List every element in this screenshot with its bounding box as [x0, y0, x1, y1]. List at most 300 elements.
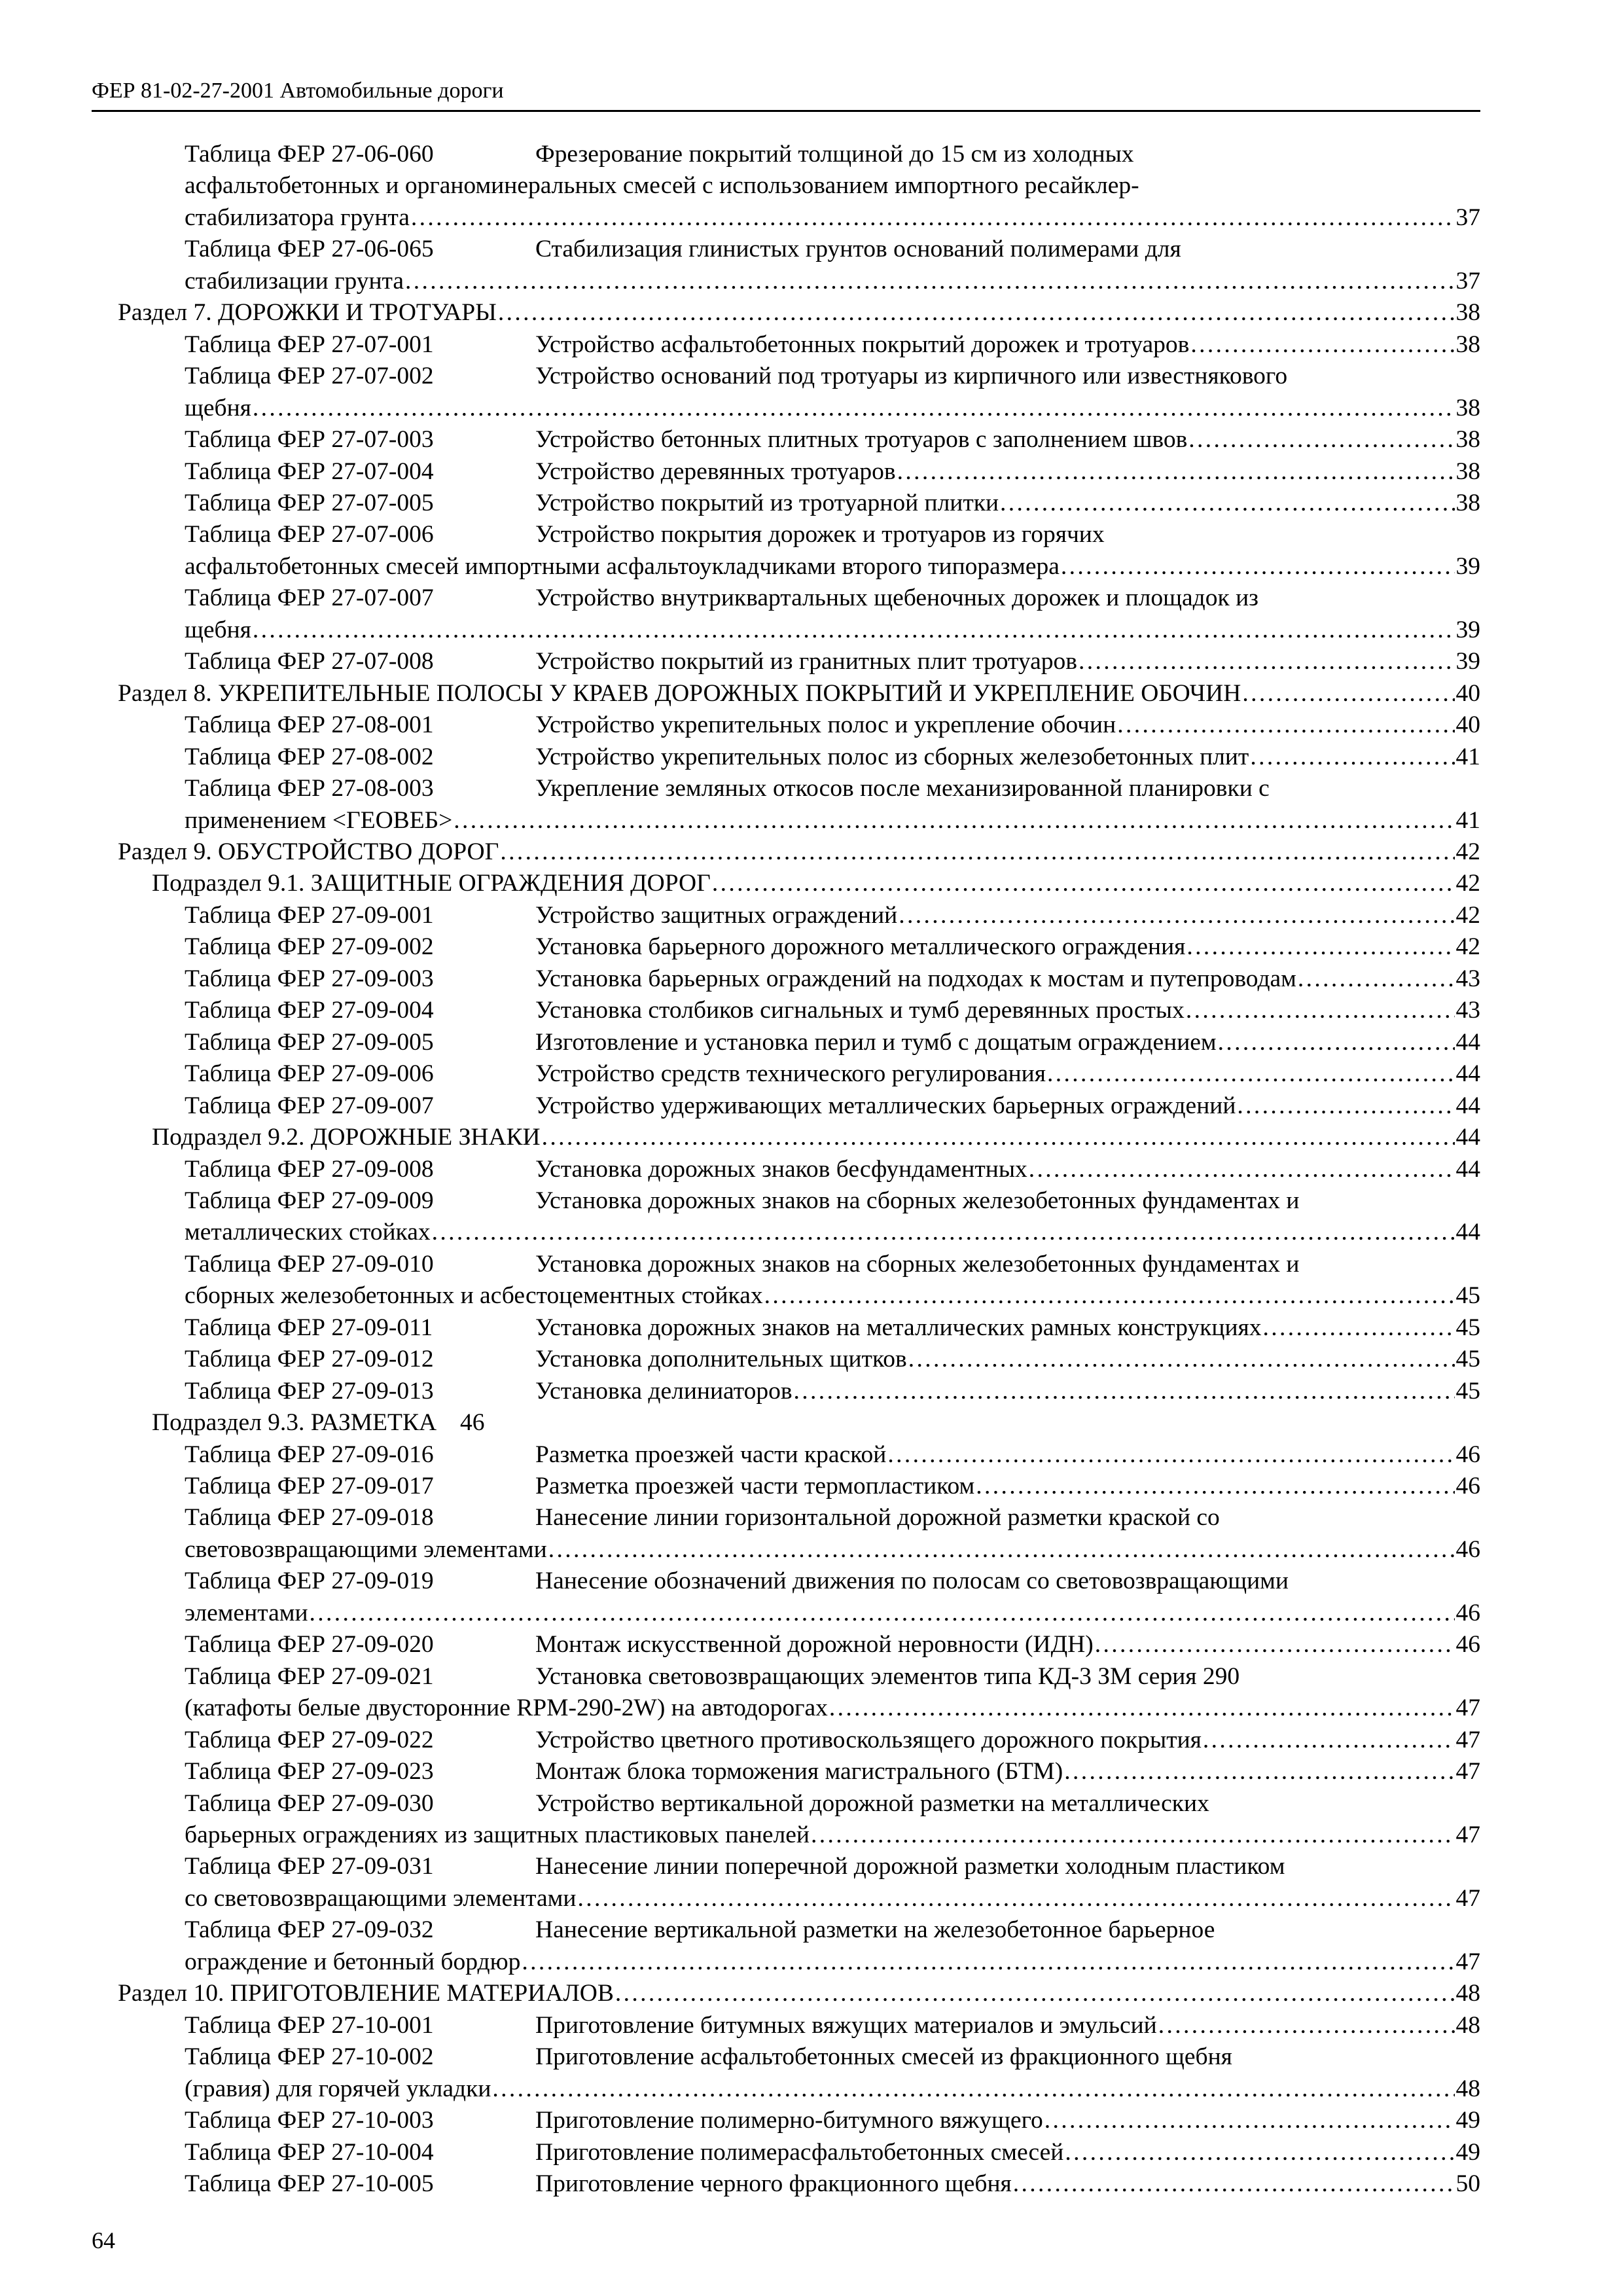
- dot-leader: [522, 1946, 1454, 1978]
- page-ref: 39: [1455, 616, 1480, 643]
- page-ref: 46: [1455, 1631, 1480, 1659]
- dot-leader: [1029, 1154, 1455, 1185]
- toc-entry[interactable]: [118, 868, 1480, 899]
- page-ref: 40: [1455, 711, 1480, 739]
- toc-entry-line: [118, 1851, 1480, 1882]
- dot-leader: [1218, 1027, 1455, 1058]
- toc-entry-line: [118, 1312, 1480, 1344]
- dot-leader: [897, 456, 1455, 488]
- toc-entry[interactable]: [118, 931, 1480, 963]
- toc-entry-line: [118, 361, 1480, 392]
- page-ref: 38: [1455, 331, 1480, 358]
- dot-leader: [976, 1471, 1454, 1502]
- page-ref: 47: [1455, 1695, 1480, 1722]
- dot-leader: [1000, 488, 1454, 519]
- toc-entry-line: [118, 519, 1480, 550]
- entry-title: Укрепление земляных откосов после механизированной планировки с: [535, 775, 1270, 802]
- toc-entry-line: [118, 678, 1480, 709]
- entry-title: Разметка проезжей части краской: [535, 1441, 887, 1468]
- toc-entry-continuation: [118, 1217, 1480, 1248]
- toc-entry[interactable]: [118, 742, 1480, 773]
- page-ref: 38: [1455, 394, 1480, 422]
- toc-entry[interactable]: [118, 1344, 1480, 1375]
- page-ref: 46: [1455, 1441, 1480, 1468]
- page-ref: 40: [1455, 679, 1480, 707]
- dot-leader: [887, 1439, 1454, 1471]
- dot-leader: [1064, 1756, 1454, 1787]
- page-ref: 44: [1455, 1155, 1480, 1183]
- toc-entry[interactable]: [118, 1914, 1480, 1978]
- table-code: Таблица ФЕР 27-09-001: [185, 901, 434, 929]
- toc-entry[interactable]: [118, 1725, 1480, 1756]
- entry-title: Устройство покрытий из гранитных плит тротуаров: [535, 648, 1078, 675]
- toc-entry[interactable]: [118, 1027, 1480, 1058]
- entry-title: стабилизатора грунта: [185, 204, 410, 231]
- page-number: 64: [92, 2227, 115, 2253]
- entry-title: Установка барьерных ограждений на подходах к мостам и путепроводам: [535, 965, 1296, 992]
- toc-entry[interactable]: [118, 234, 1480, 297]
- toc-entry-line: [118, 742, 1480, 773]
- dot-leader: [1044, 2105, 1455, 2136]
- toc-entry-line: [118, 931, 1480, 963]
- entry-title: со световозвращающими элементами: [185, 1884, 577, 1912]
- toc-entry-line: [118, 2105, 1480, 2136]
- toc-entry-line: [118, 963, 1480, 995]
- page-ref: 45: [1455, 1346, 1480, 1373]
- toc-entry[interactable]: [118, 1978, 1480, 2009]
- toc-entry[interactable]: [118, 836, 1480, 868]
- table-code: Таблица ФЕР 27-09-013: [185, 1377, 434, 1405]
- entry-title: щебня: [185, 616, 251, 643]
- page-ref: 46: [460, 1409, 485, 1437]
- table-code: Таблица ФЕР 27-09-005: [185, 1028, 434, 1056]
- page-ref: 49: [1455, 2138, 1480, 2166]
- table-code: Таблица ФЕР 27-10-005: [185, 2170, 434, 2197]
- table-code: Таблица ФЕР 27-09-008: [185, 1155, 434, 1183]
- dot-leader: [1203, 1725, 1455, 1756]
- dot-leader: [712, 868, 1455, 899]
- toc-entry-line: [118, 1122, 1480, 1153]
- toc-entry[interactable]: [118, 1566, 1480, 1629]
- toc-entry-continuation: [118, 2073, 1480, 2105]
- table-code: Таблица ФЕР 27-09-031: [185, 1853, 434, 1880]
- toc-entry[interactable]: [118, 1661, 1480, 1725]
- entry-title: Стабилизация глинистых грунтов оснований полимерами для: [535, 236, 1181, 263]
- entry-title: Установка дорожных знаков на сборных железобетонных фундаментах и: [535, 1250, 1300, 1278]
- toc-entry[interactable]: [118, 678, 1480, 709]
- toc-entry-line: [118, 1027, 1480, 1058]
- entry-title: Устройство асфальтобетонных покрытий дорожек и тротуаров: [535, 331, 1190, 358]
- page-ref: 38: [1455, 489, 1480, 516]
- dot-leader: [1298, 963, 1455, 995]
- toc-entry-line: [118, 1471, 1480, 1502]
- entry-title: Установка дорожных знаков на металлических рамных конструкциях: [535, 1314, 1262, 1341]
- toc-entry-line: [118, 1756, 1480, 1787]
- table-code: Таблица ФЕР 27-07-002: [185, 363, 434, 390]
- toc-entry[interactable]: [118, 2137, 1480, 2168]
- entry-title: Нанесение линии поперечной дорожной разметки холодным пластиком: [535, 1853, 1285, 1880]
- page-ref: 46: [1455, 1473, 1480, 1500]
- toc-entry-line: [118, 773, 1480, 804]
- table-code: Таблица ФЕР 27-08-001: [185, 711, 434, 739]
- toc-entry[interactable]: [118, 488, 1480, 519]
- entry-title: ограждение и бетонный бордюр: [185, 1948, 521, 1975]
- toc-entry[interactable]: [118, 709, 1480, 741]
- table-code: Таблица ФЕР 27-09-010: [185, 1250, 434, 1278]
- page-ref: 38: [1455, 299, 1480, 327]
- dot-leader: [253, 393, 1455, 424]
- toc-entry-line: [118, 424, 1480, 456]
- dot-leader: [1158, 2010, 1455, 2041]
- entry-title: Приготовление полимерно-битумного вяжущего: [535, 2107, 1043, 2134]
- table-code: Таблица ФЕР 27-07-006: [185, 521, 434, 548]
- dot-leader: [500, 836, 1454, 868]
- dot-leader: [1237, 1090, 1454, 1122]
- dot-leader: [908, 1344, 1455, 1375]
- entry-title: Изготовление и установка перил и тумб с дощатым ограждением: [535, 1028, 1217, 1056]
- toc-entry[interactable]: [118, 773, 1480, 836]
- table-of-contents: [118, 139, 1480, 2200]
- page-ref: 37: [1455, 204, 1480, 231]
- dot-leader: [1263, 1312, 1455, 1344]
- toc-entry[interactable]: [118, 1312, 1480, 1344]
- toc-entry-continuation: [118, 393, 1480, 424]
- entry-title: Нанесение линии горизонтальной дорожной разметки краской со: [535, 1504, 1220, 1532]
- dot-leader: [253, 615, 1455, 646]
- toc-entry-continuation: [118, 615, 1480, 646]
- table-code: Таблица ФЕР 27-09-002: [185, 933, 434, 961]
- toc-entry[interactable]: [118, 456, 1480, 488]
- toc-entry-line: [118, 1185, 1480, 1217]
- table-code: Таблица ФЕР 27-09-018: [185, 1504, 434, 1532]
- dot-leader: [432, 1217, 1455, 1248]
- toc-entry[interactable]: [118, 583, 1480, 646]
- entry-title: Установка делиниаторов: [535, 1377, 793, 1405]
- page-ref: 37: [1455, 267, 1480, 295]
- page-ref: 47: [1455, 1948, 1480, 1975]
- toc-entry-line: [118, 1407, 1480, 1439]
- entry-title: Устройство удерживающих металлических барьерных ограждений: [535, 1092, 1236, 1119]
- toc-entry-continuation: [118, 1820, 1480, 1851]
- dot-leader: [1250, 742, 1454, 773]
- entry-title: Устройство укрепительных полос и укрепление обочин: [535, 711, 1116, 739]
- entry-title: Раздел 9. ОБУСТРОЙСТВО ДОРОГ: [118, 838, 499, 865]
- toc-entry[interactable]: [118, 2010, 1480, 2041]
- toc-entry-line: [118, 2137, 1480, 2168]
- page-ref: 49: [1455, 2107, 1480, 2134]
- toc-entry[interactable]: [118, 1185, 1480, 1249]
- table-code: Таблица ФЕР 27-09-030: [185, 1789, 434, 1817]
- table-code: Таблица ФЕР 27-10-004: [185, 2138, 434, 2166]
- page-ref: 41: [1455, 743, 1480, 770]
- page-ref: 47: [1455, 1726, 1480, 1753]
- dot-leader: [405, 266, 1454, 297]
- entry-title: Установка световозвращающих элементов типа КД-3 ЗМ серия 290: [535, 1662, 1240, 1690]
- entry-title: Установка дорожных знаков на сборных железобетонных фундаментах и: [535, 1187, 1300, 1214]
- toc-entry-line: [118, 1439, 1480, 1471]
- table-code: Таблица ФЕР 27-09-017: [185, 1473, 434, 1500]
- toc-entry-line: [118, 234, 1480, 265]
- entry-title: Раздел 8. УКРЕПИТЕЛЬНЫЕ ПОЛОСЫ У КРАЕВ ДОРОЖНЫХ ПОКРЫТИЙ И УКРЕПЛЕНИЕ ОБОЧИН: [118, 679, 1241, 707]
- dot-leader: [794, 1376, 1455, 1407]
- toc-entry-line: [118, 1725, 1480, 1756]
- toc-entry-continuation: [118, 1534, 1480, 1566]
- dot-leader: [764, 1280, 1455, 1312]
- toc-entry-line: [118, 1058, 1480, 1090]
- page-ref: 43: [1455, 965, 1480, 992]
- page-ref: 38: [1455, 426, 1480, 454]
- table-code: Таблица ФЕР 27-07-005: [185, 489, 434, 516]
- table-code: Таблица ФЕР 27-10-003: [185, 2107, 434, 2134]
- toc-entry-line: [118, 1629, 1480, 1660]
- entry-title: Установка барьерного дорожного металлического ограждения: [535, 933, 1186, 961]
- entry-title: Устройство деревянных тротуаров: [535, 457, 896, 485]
- dot-leader: [829, 1693, 1455, 1724]
- toc-entry-line: [118, 2010, 1480, 2041]
- page-ref: 50: [1455, 2170, 1480, 2197]
- entry-title: Установка столбиков сигнальных и тумб деревянных простых: [535, 997, 1185, 1024]
- table-code: Таблица ФЕР 27-09-032: [185, 1916, 434, 1944]
- table-code: Таблица ФЕР 27-07-004: [185, 457, 434, 485]
- toc-entry-line: [118, 2168, 1480, 2200]
- table-code: Таблица ФЕР 27-06-065: [185, 236, 434, 263]
- page-ref: 46: [1455, 1535, 1480, 1563]
- toc-entry-line: [118, 2041, 1480, 2073]
- dot-leader: [1190, 329, 1454, 361]
- toc-entry-continuation: [118, 1598, 1480, 1629]
- dot-leader: [454, 805, 1454, 836]
- dot-leader: [899, 900, 1454, 931]
- page-ref: 44: [1455, 1060, 1480, 1088]
- table-code: Таблица ФЕР 27-09-019: [185, 1568, 434, 1595]
- entry-title: (гравия) для горячей укладки: [185, 2075, 491, 2102]
- dot-leader: [1242, 678, 1454, 709]
- toc-entry[interactable]: [118, 424, 1480, 456]
- toc-entry-line: [118, 583, 1480, 614]
- entry-title: Устройство средств технического регулирования: [535, 1060, 1046, 1088]
- toc-entry-line: [118, 1090, 1480, 1122]
- toc-entry[interactable]: [118, 1249, 1480, 1312]
- toc-entry[interactable]: [118, 361, 1480, 424]
- page-ref: 48: [1455, 2075, 1480, 2102]
- entry-title: Устройство вертикальной дорожной разметки на металлических: [535, 1789, 1209, 1817]
- toc-entry-line: [118, 836, 1480, 868]
- toc-entry[interactable]: [118, 519, 1480, 583]
- toc-entry-continuation: [118, 266, 1480, 297]
- toc-entry-continuation: [118, 805, 1480, 836]
- table-code: Таблица ФЕР 27-09-009: [185, 1187, 434, 1214]
- running-header: [92, 73, 1480, 112]
- page-ref: 48: [1455, 1980, 1480, 2007]
- entry-title: Фрезерование покрытий толщиной до 15 см из холодных: [535, 141, 1134, 168]
- page-ref: 38: [1455, 457, 1480, 485]
- dot-leader: [577, 1883, 1454, 1914]
- table-code: Таблица ФЕР 27-09-006: [185, 1060, 434, 1088]
- toc-entry[interactable]: [118, 646, 1480, 677]
- table-code: Таблица ФЕР 27-08-003: [185, 775, 434, 802]
- entry-title: асфальтобетонных смесей импортными асфальтоукладчиками второго типоразмера: [185, 552, 1060, 580]
- toc-entry[interactable]: [118, 1407, 1480, 1439]
- page-ref: 43: [1455, 997, 1480, 1024]
- dot-leader: [1186, 995, 1455, 1026]
- entry-title: Нанесение вертикальной разметки на железобетонное барьерное: [535, 1916, 1215, 1944]
- dot-leader: [548, 1534, 1455, 1566]
- toc-entry[interactable]: [118, 900, 1480, 931]
- toc-entry[interactable]: [118, 2105, 1480, 2136]
- entry-title: щебня: [185, 394, 251, 422]
- toc-entry[interactable]: [118, 1058, 1480, 1090]
- page-ref: 48: [1455, 2011, 1480, 2039]
- toc-entry[interactable]: [118, 1122, 1480, 1153]
- entry-title: металлических стойках: [185, 1219, 431, 1246]
- entry-title: Устройство внутриквартальных щебеночных дорожек и площадок из: [535, 584, 1258, 612]
- dot-leader: [492, 2073, 1454, 2105]
- entry-title: Установка дополнительных щитков: [535, 1346, 907, 1373]
- toc-entry-line: [118, 1978, 1480, 2009]
- entry-title: Приготовление полимерасфальтобетонных смесей: [535, 2138, 1064, 2166]
- dot-leader: [1095, 1629, 1455, 1660]
- entry-title: Раздел 7. ДОРОЖКИ И ТРОТУАРЫ: [118, 299, 497, 327]
- toc-entry-line: [118, 1154, 1480, 1185]
- header-title: ФЕР 81-02-27-2001 Автомобильные дороги: [92, 79, 504, 103]
- toc-entry-line: [118, 1249, 1480, 1280]
- dot-leader: [310, 1598, 1455, 1629]
- toc-entry[interactable]: [118, 1439, 1480, 1471]
- toc-entry-line: [118, 139, 1480, 170]
- page-ref: 45: [1455, 1282, 1480, 1310]
- toc-entry[interactable]: [118, 1154, 1480, 1185]
- toc-entry-continuation: [118, 1693, 1480, 1724]
- toc-entry-line: [118, 1661, 1480, 1693]
- page-ref: 45: [1455, 1377, 1480, 1405]
- page-ref: 39: [1455, 648, 1480, 675]
- entry-title: элементами: [185, 1599, 308, 1626]
- dot-leader: [1047, 1058, 1455, 1090]
- entry-title: Раздел 10. ПРИГОТОВЛЕНИЕ МАТЕРИАЛОВ: [118, 1980, 614, 2007]
- toc-entry-line: [118, 329, 1480, 361]
- toc-entry-line: [118, 1376, 1480, 1407]
- toc-entry-line: [118, 488, 1480, 519]
- dot-leader: [411, 202, 1455, 234]
- toc-entry[interactable]: [118, 297, 1480, 329]
- dot-leader: [1188, 424, 1454, 456]
- entry-title: Устройство цветного противоскользящего дорожного покрытия: [535, 1726, 1202, 1753]
- toc-entry[interactable]: [118, 963, 1480, 995]
- toc-entry-line: [118, 456, 1480, 488]
- entry-title: Подраздел 9.3. РАЗМЕТКА: [152, 1409, 437, 1437]
- toc-entry-line: [118, 297, 1480, 329]
- entry-title: (катафоты белые двусторонние RPM-290-2W) на автодорогах: [185, 1695, 828, 1722]
- table-code: Таблица ФЕР 27-09-003: [185, 965, 434, 992]
- table-code: Таблица ФЕР 27-09-021: [185, 1662, 434, 1690]
- entry-title: применением <ГЕОВЕБ>: [185, 806, 453, 834]
- toc-entry-line: [118, 900, 1480, 931]
- entry-title: барьерных ограждениях из защитных пластиковых панелей: [185, 1821, 810, 1849]
- dot-leader: [615, 1978, 1455, 2009]
- toc-entry[interactable]: [118, 139, 1480, 234]
- dot-leader: [1117, 709, 1454, 741]
- entry-title: Устройство покрытия дорожек и тротуаров из горячих: [535, 521, 1105, 548]
- table-code: Таблица ФЕР 27-09-012: [185, 1346, 434, 1373]
- toc-entry[interactable]: [118, 329, 1480, 361]
- toc-entry-continuation: [118, 1883, 1480, 1914]
- entry-title: Разметка проезжей части термопластиком: [535, 1473, 975, 1500]
- entry-title: Приготовление асфальтобетонных смесей из фракционного щебня: [535, 2043, 1232, 2071]
- page-ref: 47: [1455, 1758, 1480, 1785]
- entry-title: Приготовление битумных вяжущих материалов и эмульсий: [535, 2011, 1157, 2039]
- entry-title: Подраздел 9.2. ДОРОЖНЫЕ ЗНАКИ: [152, 1124, 541, 1151]
- dot-leader: [542, 1122, 1455, 1153]
- table-code: Таблица ФЕР 27-09-011: [185, 1314, 433, 1341]
- toc-entry[interactable]: [118, 1788, 1480, 1852]
- table-code: Таблица ФЕР 27-09-004: [185, 997, 434, 1024]
- page-ref: 46: [1455, 1599, 1480, 1626]
- toc-entry-line: [118, 709, 1480, 741]
- toc-entry-continuation: [118, 1280, 1480, 1312]
- toc-entry-line: [118, 995, 1480, 1026]
- toc-entry-continuation: [118, 202, 1480, 234]
- toc-entry-line: [118, 1788, 1480, 1820]
- toc-entry[interactable]: [118, 1629, 1480, 1660]
- entry-title: Устройство покрытий из тротуарной плитки: [535, 489, 999, 516]
- toc-entry[interactable]: [118, 1376, 1480, 1407]
- table-code: Таблица ФЕР 27-09-016: [185, 1441, 434, 1468]
- entry-title: световозвращающими элементами: [185, 1535, 547, 1563]
- entry-title: Подраздел 9.1. ЗАЩИТНЫЕ ОГРАЖДЕНИЯ ДОРОГ: [152, 870, 711, 897]
- page-ref: 42: [1455, 933, 1480, 961]
- entry-title: Устройство оснований под тротуары из кирпичного или известнякового: [535, 363, 1288, 390]
- toc-entry-line: [118, 868, 1480, 899]
- page-ref: 42: [1455, 838, 1480, 865]
- toc-entry[interactable]: [118, 1471, 1480, 1502]
- entry-title: Монтаж искусственной дорожной неровности (ИДН): [535, 1631, 1094, 1659]
- toc-entry[interactable]: [118, 1756, 1480, 1787]
- toc-entry-line: [118, 1914, 1480, 1946]
- entry-title: стабилизации грунта: [185, 267, 404, 295]
- toc-entry[interactable]: [118, 2041, 1480, 2105]
- toc-entry[interactable]: [118, 1502, 1480, 1566]
- page-ref: 47: [1455, 1821, 1480, 1849]
- table-code: Таблица ФЕР 27-07-003: [185, 426, 434, 454]
- entry-title: Нанесение обозначений движения по полосам со световозвращающими: [535, 1568, 1289, 1595]
- dot-leader: [498, 297, 1455, 329]
- toc-entry[interactable]: [118, 1090, 1480, 1122]
- toc-entry[interactable]: [118, 2168, 1480, 2200]
- page-ref: 44: [1455, 1124, 1480, 1151]
- toc-entry-continuation: [118, 551, 1480, 583]
- toc-entry-line: [118, 646, 1480, 677]
- table-code: Таблица ФЕР 27-09-023: [185, 1758, 434, 1785]
- page-ref: 39: [1455, 552, 1480, 580]
- table-code: Таблица ФЕР 27-09-020: [185, 1631, 434, 1659]
- dot-leader: [1013, 2168, 1455, 2200]
- page-ref: 44: [1455, 1219, 1480, 1246]
- entry-title: Устройство бетонных плитных тротуаров с заполнением швов: [535, 426, 1188, 454]
- toc-entry-continuation: [118, 1946, 1480, 1978]
- toc-entry-continuation: [118, 170, 1480, 202]
- table-code: Таблица ФЕР 27-09-022: [185, 1726, 434, 1753]
- entry-title: асфальтобетонных и органоминеральных смесей с использованием импортного ресайклер-: [185, 172, 1139, 200]
- toc-entry[interactable]: [118, 1851, 1480, 1914]
- toc-entry[interactable]: [118, 995, 1480, 1026]
- table-code: Таблица ФЕР 27-07-001: [185, 331, 434, 358]
- dot-leader: [1065, 2137, 1454, 2168]
- entry-title: Монтаж блока торможения магистрального (БТМ): [535, 1758, 1063, 1785]
- table-code: Таблица ФЕР 27-09-007: [185, 1092, 434, 1119]
- entry-title: Устройство защитных ограждений: [535, 901, 898, 929]
- toc-entry-line: [118, 1344, 1480, 1375]
- table-code: Таблица ФЕР 27-08-002: [185, 743, 434, 770]
